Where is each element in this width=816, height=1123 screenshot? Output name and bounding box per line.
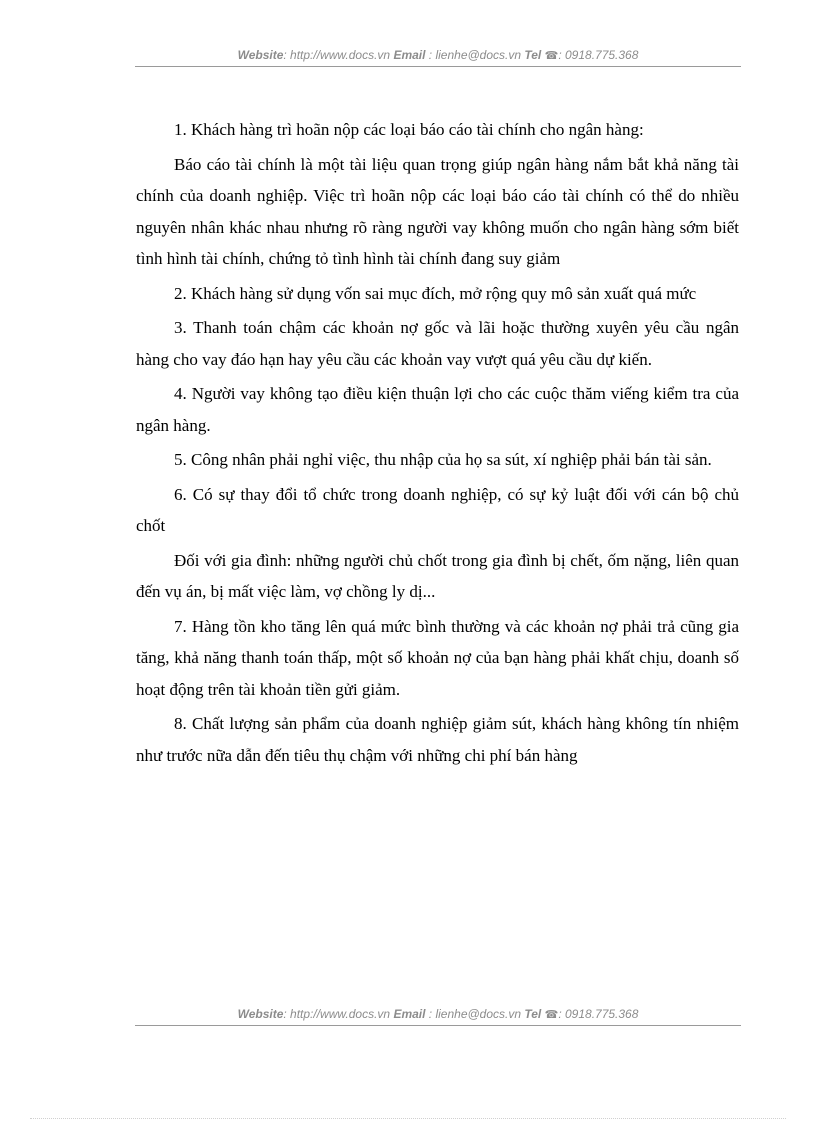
- header-tel-value: : 0918.775.368: [558, 48, 639, 62]
- header-website-label: Website: [237, 48, 284, 62]
- page-header: [135, 48, 741, 62]
- footer-tel-label: Tel: [524, 1007, 542, 1021]
- paragraph-5: 4. Người vay không tạo điều kiện thuận lợi cho các cuộc thăm viếng kiểm tra của ngân hàng.: [136, 384, 739, 435]
- paragraph-1: 1. Khách hàng trì hoãn nộp các loại báo cáo tài chính cho ngân hàng:: [174, 120, 644, 139]
- header-divider: [135, 66, 741, 67]
- phone-icon: ☎: [544, 1009, 559, 1021]
- footer-email-label: Email: [393, 1007, 426, 1021]
- paragraph-7: 6. Có sự thay đổi tổ chức trong doanh nghiệp, có sự kỷ luật đối với cán bộ chủ chốt: [136, 484, 739, 535]
- footer-divider: [135, 1025, 741, 1026]
- paragraph-2: Báo cáo tài chính là một tài liệu quan trọng giúp ngân hàng nắm bắt khả năng tài chính của doanh nghiệp. Việc trì hoãn nộp các loại báo cáo tài chính có thể do nhiều nguyên nhân khác nhau nhưng rõ ràng người vay không muốn cho ngân hàng sớm biết tình hình tài chính, chứng tỏ tình hình tài chính đang suy giảm: [136, 154, 739, 268]
- paragraph-3: 2. Khách hàng sử dụng vốn sai mục đích, mở rộng quy mô sản xuất quá mức: [174, 283, 697, 303]
- footer-website-url[interactable]: : http://www.docs.vn: [283, 1007, 391, 1021]
- paragraph-6: 5. Công nhân phải nghỉ việc, thu nhập của họ sa sút, xí nghiệp phải bán tài sản.: [174, 450, 712, 469]
- header-tel-label: Tel: [524, 48, 542, 62]
- page-footer: [135, 1007, 741, 1021]
- paragraph-10: 8. Chất lượng sản phẩm của doanh nghiệp giảm sút, khách hàng không tín nhiệm như trước nữa dẫn đến tiêu thụ chậm với những chi phí bán hàng: [136, 714, 739, 765]
- paragraph-8: Đối với gia đình: những người chủ chốt trong gia đình bị chết, ốm nặng, liên quan đến vụ án, bị mất việc làm, vợ chồng ly dị...: [136, 550, 739, 601]
- page-edge-divider: [30, 1118, 786, 1119]
- document-body: [136, 114, 739, 774]
- header-email-value[interactable]: : lienhe@docs.vn: [428, 48, 522, 62]
- footer-website-label: Website: [237, 1007, 284, 1021]
- footer-email-value[interactable]: : lienhe@docs.vn: [428, 1007, 522, 1021]
- footer-tel-value: : 0918.775.368: [558, 1007, 639, 1021]
- header-email-label: Email: [393, 48, 426, 62]
- paragraph-9: 7. Hàng tồn kho tăng lên quá mức bình thường và các khoản nợ phải trả cũng gia tăng, khả năng thanh toán thấp, một số khoản nợ của bạn hàng phải khất chịu, doanh số hoạt động trên tài khoản tiền gửi giảm.: [136, 616, 739, 699]
- paragraph-4: 3. Thanh toán chậm các khoản nợ gốc và lãi hoặc thường xuyên yêu cầu ngân hàng cho vay đáo hạn hay yêu cầu các khoản vay vượt quá yêu cầu dự kiến.: [136, 318, 739, 369]
- header-website-url[interactable]: : http://www.docs.vn: [283, 48, 391, 62]
- phone-icon: ☎: [544, 50, 559, 62]
